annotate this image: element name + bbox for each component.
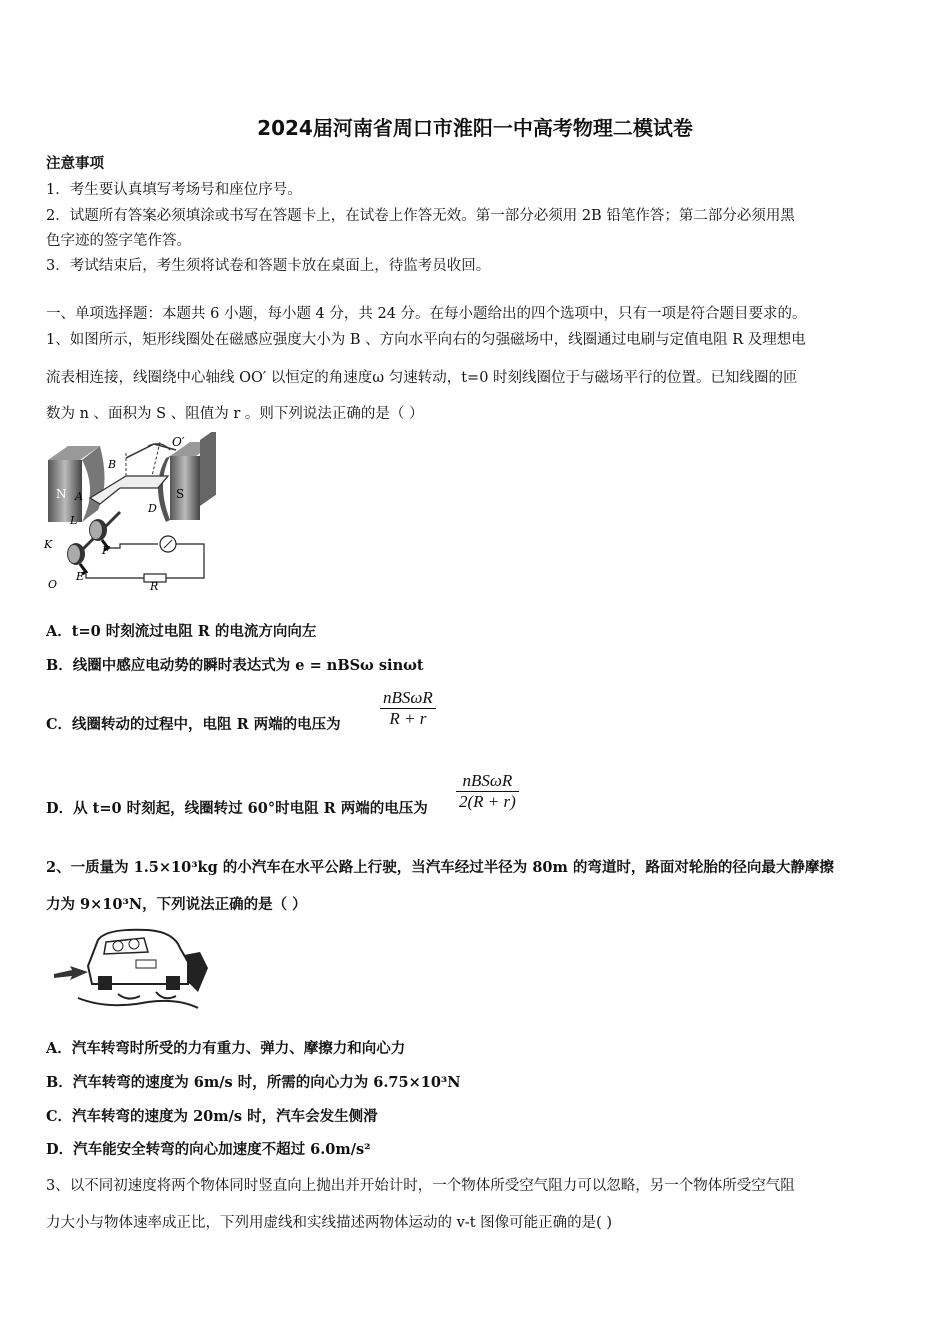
q2-text-line-2: 力为 9×10³N，下列说法正确的是（ ）	[46, 896, 307, 913]
car-figure	[48, 918, 214, 1016]
generator-figure	[40, 432, 220, 592]
fraction-denominator: R + r	[380, 708, 436, 729]
q1-option-c: C．线圈转动的过程中，电阻 R 两端的电压为	[46, 716, 341, 733]
label-d: D	[148, 502, 157, 515]
fraction-numerator: nBSωR	[462, 771, 513, 790]
q1-option-d: D．从 t=0 时刻起，线圈转过 60°时电阻 R 两端的电压为	[46, 800, 428, 817]
label-o-prime: O′	[172, 435, 185, 449]
label-a: A	[75, 490, 83, 503]
label-e: E	[76, 570, 85, 583]
notice-line-2: 2．试题所有答案必须填涂或书写在答题卡上，在试卷上作答无效。第一部分必须用 2B 铅笔作答；第二部分必须用黑	[46, 208, 795, 224]
notice-line-1: 1．考生要认真填写考场号和座位序号。	[46, 182, 302, 198]
fraction-numerator: nBSωR	[383, 688, 433, 707]
q1-option-d-fraction	[456, 771, 519, 812]
label-r: R	[150, 580, 159, 592]
q3-text-line-2: 力大小与物体速率成正比，下列用虚线和实线描述两物体运动的 v-t 图像可能正确的是( )	[46, 1215, 613, 1231]
q1-option-a: A．t=0 时刻流过电阻 R 的电流方向向左	[46, 623, 317, 640]
car-body	[88, 930, 188, 984]
q1-text-line-3: 数为 n 、面积为 S 、阻值为 r 。则下列说法正确的是（ ）	[46, 406, 424, 422]
label-l: L	[70, 514, 78, 527]
notice-heading: 注意事项	[46, 155, 104, 172]
q2-option-b: B．汽车转弯的速度为 6m/s 时，所需的向心力为 6.75×10³N	[46, 1074, 461, 1091]
q1-text-line-2: 流表相连接，线圈绕中心轴线 OO′ 以恒定的角速度ω 匀速转动，t=0 时刻线圈位于与磁场平行的位置。已知线圈的匝	[46, 370, 798, 386]
q2-text-line-1: 2、一质量为 1.5×10³kg 的小汽车在水平公路上行驶，当汽车经过半径为 80m 的弯道时，路面对轮胎的径向最大静摩擦	[46, 859, 834, 876]
q1-text-line-1: 1、如图所示，矩形线圈处在磁感应强度大小为 B 、方向水平向右的匀强磁场中，线圈通过电刷与定值电阻 R 及理想电	[46, 332, 806, 348]
section-heading: 一、单项选择题：本题共 6 小题，每小题 4 分，共 24 分。在每小题给出的四个选项中，只有一项是符合题目要求的。	[46, 306, 807, 322]
q3-text-line-1: 3、以不同初速度将两个物体同时竖直向上抛出并开始计时，一个物体所受空气阻力可以忽略，另一个物体所受空气阻	[46, 1178, 795, 1194]
notice-line-4: 3．考试结束后，考生须将试卷和答题卡放在桌面上，待监考员收回。	[46, 258, 491, 274]
fraction-denominator: 2(R + r)	[456, 791, 519, 812]
label-f: F	[102, 544, 110, 557]
notice-line-3: 色字迹的签字笔作答。	[46, 233, 191, 249]
label-s: S	[176, 487, 185, 501]
q2-option-d: D．汽车能安全转弯的向心加速度不超过 6.0m/s²	[46, 1141, 371, 1158]
q2-option-c: C．汽车转弯的速度为 20m/s 时，汽车会发生侧滑	[46, 1108, 378, 1125]
q2-option-a: A．汽车转弯时所受的力有重力、弹力、摩擦力和向心力	[46, 1040, 406, 1057]
label-k: K	[44, 538, 53, 551]
south-magnet	[170, 456, 200, 520]
label-n: N	[56, 487, 67, 501]
q1-option-b: B．线圈中感应电动势的瞬时表达式为 e = nBSω sinωt	[46, 657, 424, 674]
label-b: B	[108, 458, 117, 471]
q1-option-c-fraction	[380, 688, 436, 729]
label-o: O	[48, 578, 58, 591]
page-title: 2024届河南省周口市淮阳一中高考物理二模试卷	[257, 116, 693, 140]
